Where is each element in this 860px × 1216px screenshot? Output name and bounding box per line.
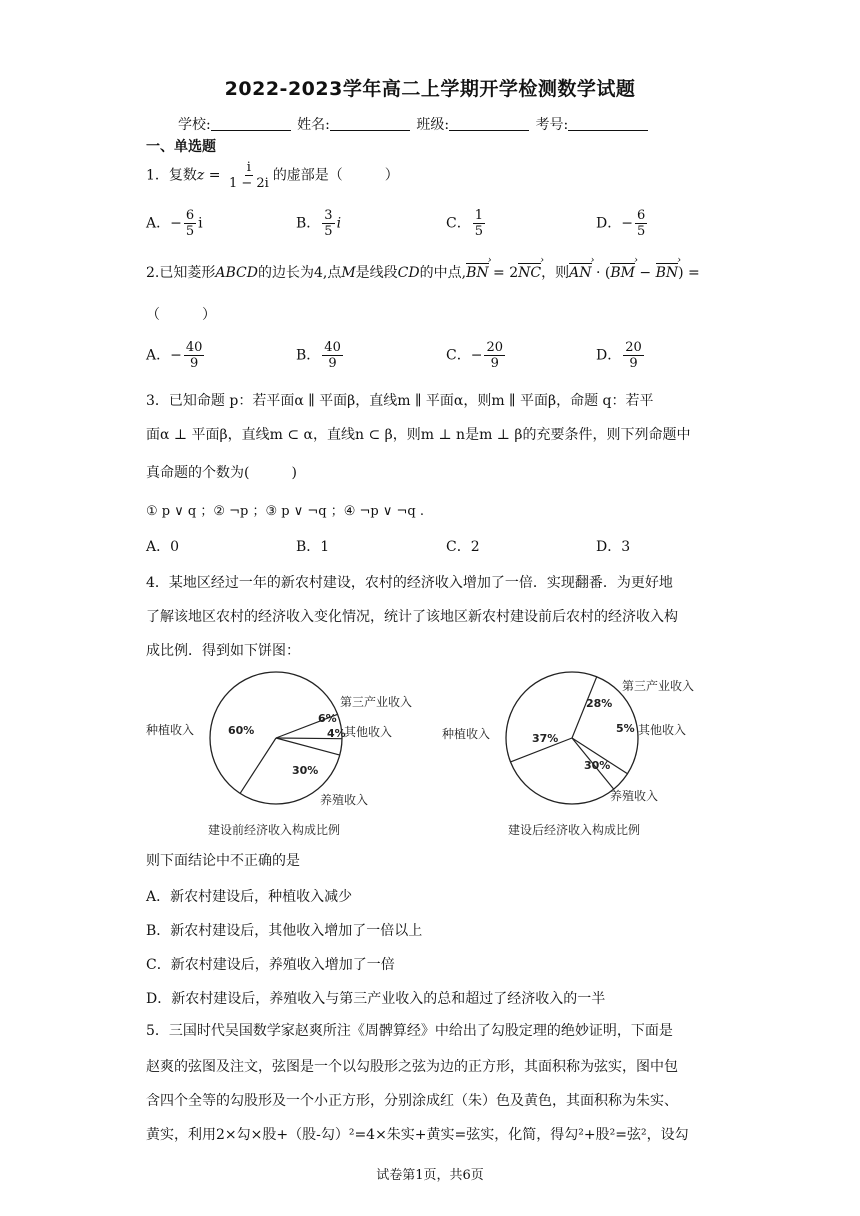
pie-value-label: 60% [228,724,255,737]
q1-option-a[interactable] [146,208,203,239]
q2-text: 的中点, [419,265,467,281]
pie-value-label: 28% [586,697,613,710]
option-sign: − [470,347,483,364]
q1-num: i [246,160,251,175]
pie-category-label: 第三产业收入 [340,695,413,709]
q2-eq: = 2 [488,265,519,281]
option-label: C． [446,347,471,364]
option-fraction [322,340,343,371]
option-label: B． [296,347,321,364]
page-footer: 试卷第1页，共6页 [376,1168,484,1183]
q4-line-1: 4．某地区经过一年的新农村建设，农村的经济收入增加了一倍．实现翻番．为更好地 [146,575,673,591]
q3-option-a[interactable]: A．0 [146,539,180,555]
option-fraction [322,208,334,239]
option-num: 6 [636,208,646,223]
option-label: A． [146,215,171,232]
q2-close: ) = [678,265,700,281]
pie-category-label: 其他收入 [344,725,393,739]
question-2 [146,262,700,282]
pie-caption: 建设后经济收入构成比例 [507,823,641,837]
pie-caption: 建设前经济收入构成比例 [207,823,341,837]
class-blank[interactable] [449,116,529,131]
option-den: 9 [629,356,638,371]
student-info-line [178,114,650,134]
q3-line-3: 真命题的个数为( ) [146,465,297,481]
pie-category-label: 养殖收入 [320,793,369,807]
q2-text: 的边长为4,点 [257,265,342,281]
school-blank[interactable] [211,116,291,131]
option-label: B． [296,215,321,232]
q1-option-c[interactable] [446,208,487,239]
school-label: 学校: [178,117,211,133]
name-blank[interactable] [330,116,410,131]
pie-charts-svg [146,664,695,844]
vector-nc: NC › [518,265,541,281]
exam-no-blank[interactable] [568,116,648,131]
q4-question: 则下面结论中不正确的是 [146,853,300,869]
option-sign: − [170,215,182,232]
option-label: D． [596,347,622,364]
q4-line-3: 成比例．得到如下饼图： [146,643,300,659]
q1-den: 1 − 2i [228,176,269,191]
option-num: 40 [185,340,203,355]
pie-category-label: 种植收入 [442,727,491,741]
q2-option-b[interactable] [296,340,345,371]
option-fraction [184,208,196,239]
q1-prefix: 1．复数 [146,167,197,184]
name-label: 姓名: [297,117,330,133]
option-fraction [184,340,205,371]
option-num: 40 [324,340,341,355]
option-num: 1 [474,208,483,223]
vector-bn: BN › [466,265,489,281]
option-fraction [484,340,505,371]
q2-cd: CD [397,265,420,281]
option-den: 9 [490,356,499,371]
q3-option-c[interactable]: C．2 [446,539,480,555]
pie-category-label: 养殖收入 [610,789,659,803]
q1-var: z [196,167,205,184]
option-tail: i [336,215,342,232]
q2-m: M [341,265,356,281]
option-sign: − [170,347,182,364]
q2-answer-paren: （ ） [146,307,216,323]
q2-dot: · ( [591,265,611,281]
q1-suffix: 的虚部是（ ） [272,167,399,184]
q2-text: 是线段 [355,265,398,281]
q1-eq: = [204,167,225,184]
q2-option-d[interactable] [596,340,646,371]
option-num: 20 [625,340,642,355]
pie-value-label: 37% [532,732,559,745]
q3-line-4: ① p ∨ q ；② ¬p ；③ p ∨ ¬q ；④ ¬p ∨ ¬q . [146,504,424,519]
pie-value-label: 30% [584,759,611,772]
vector-an: AN › [569,265,591,281]
question-1 [146,160,399,191]
option-label: A． [146,347,171,364]
option-fraction [473,208,485,239]
option-den: 9 [189,356,199,371]
q2-option-c[interactable] [446,340,507,371]
option-den: 5 [324,224,333,239]
pie-value-label: 30% [292,764,319,777]
q2-option-a[interactable] [146,340,206,371]
option-tail: i [198,215,203,232]
q2-text: ，则 [541,265,570,281]
section-heading: 一、单选题 [146,139,216,155]
q5-line-3: 含四个全等的勾股形及一个小正方形，分别涂成红（朱）色及黄色，其面积称为朱实、 [146,1093,678,1109]
pie-category-label: 第三产业收入 [622,679,695,693]
pie-value-label: 4% [327,727,346,740]
option-den: 5 [185,224,195,239]
q4-line-2: 了解该地区农村的经济收入变化情况，统计了该地区新农村建设前后农村的经济收入构 [146,609,678,625]
option-label: D． [596,215,622,232]
option-den: 9 [328,356,337,371]
option-fraction [635,208,647,239]
exam-title: 2022-2023学年高二上学期开学检测数学试题 [224,78,636,100]
q5-line-1: 5．三国时代吴国数学家赵爽所注《周髀算经》中给出了勾股定理的绝妙证明，下面是 [146,1023,673,1039]
q4-option-a[interactable]: A．新农村建设后，种植收入减少 [146,889,353,905]
q4-option-c[interactable]: C．新农村建设后，养殖收入增加了一倍 [146,957,395,973]
q3-option-d[interactable]: D．3 [596,539,631,555]
q4-option-b[interactable]: B．新农村建设后，其他收入增加了一倍以上 [146,923,423,939]
q2-text: 2.已知菱形 [146,265,216,281]
class-label: 班级: [416,117,450,133]
q2-minus: − [634,265,656,281]
pie-value-label: 5% [616,722,635,735]
pie-category-label: 种植收入 [146,723,195,737]
option-label: C． [446,215,471,232]
option-fraction [623,340,644,371]
q3-option-b[interactable]: B．1 [296,539,330,555]
pie-category-label: 其他收入 [638,723,687,737]
option-num: 3 [324,208,333,223]
option-den: 5 [474,224,483,239]
pie-charts-figure [146,664,695,844]
vector-bm: BM › [610,265,635,281]
q1-option-d[interactable] [596,208,649,239]
q1-option-b[interactable] [296,208,341,239]
q3-line-2: 面α ⊥ 平面β，直线m ⊂ α，直线n ⊂ β，则m ⊥ n是m ⊥ β的充要条件，则下列命题中 [146,427,691,443]
option-num: 20 [486,340,503,355]
option-den: 5 [636,224,646,239]
pie-value-label: 6% [318,712,337,725]
q4-option-d[interactable]: D．新农村建设后，养殖收入与第三产业收入的总和超过了经济收入的一半 [146,991,606,1007]
q1-fraction [227,160,271,191]
exam-no-label: 考号: [535,117,569,133]
q5-line-2: 赵爽的弦图及注文，弦图是一个以勾股形之弦为边的正方形，其面积称为弦实，图中包 [146,1059,678,1075]
q2-abcd: ABCD [215,265,258,281]
option-num: 6 [185,208,195,223]
q5-line-4: 黄实，利用2×勾×股+（股-勾）²=4×朱实+黄实=弦实，化简，得勾²+股²=弦²，设勾 [146,1127,689,1143]
option-sign: − [621,215,633,232]
q3-line-1: 3．已知命题 p：若平面α ∥ 平面β，直线m ∥ 平面α，则m ∥ 平面β，命题 q：若平 [146,393,654,409]
vector-bn2: BN › [656,265,679,281]
